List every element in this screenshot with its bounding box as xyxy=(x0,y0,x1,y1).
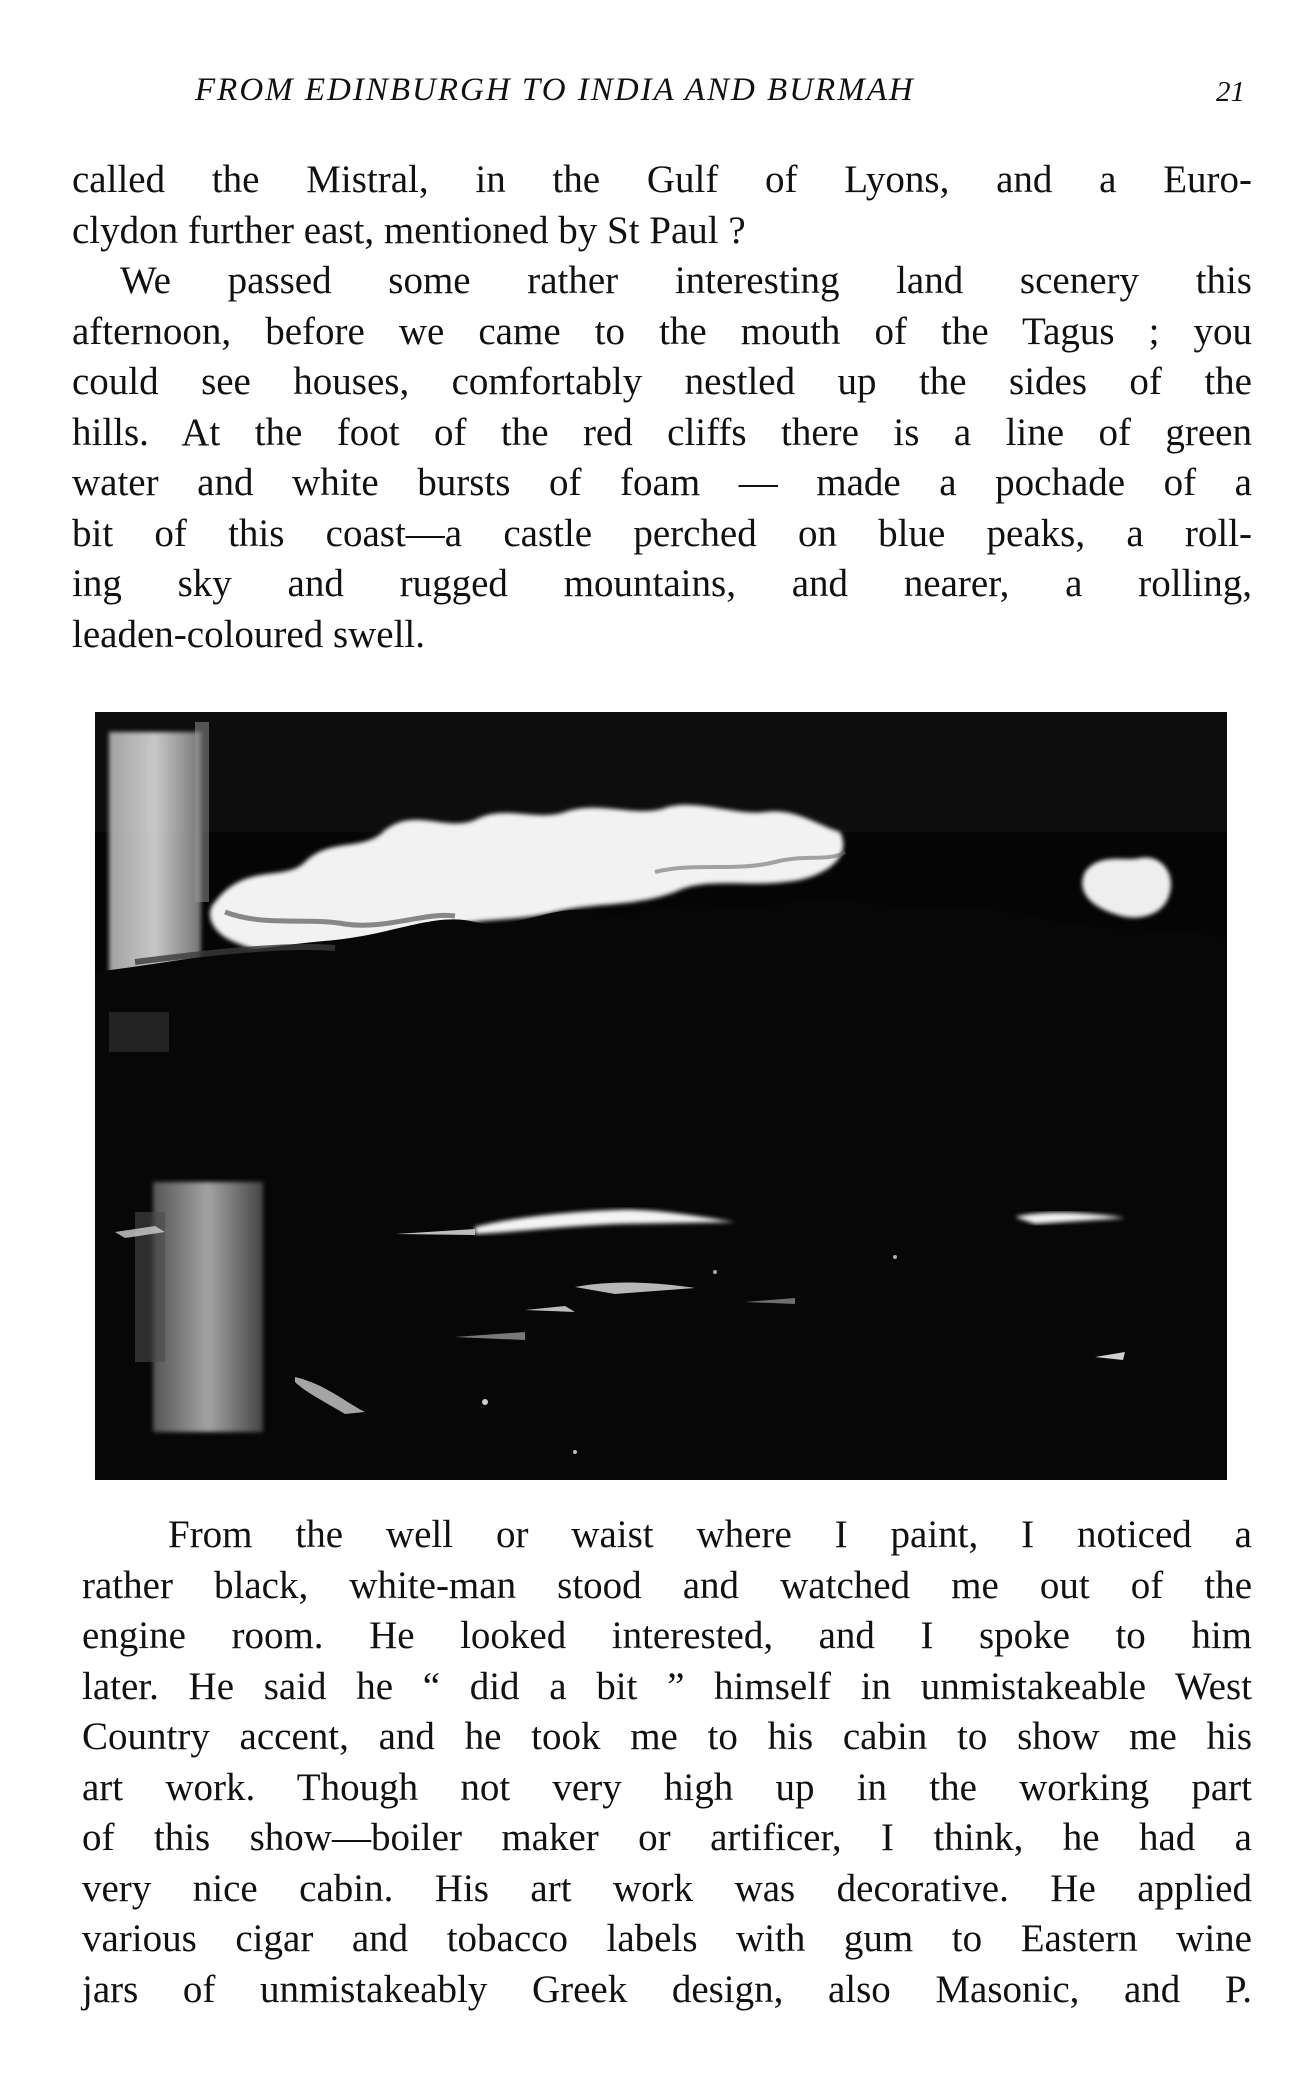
text-line: water and white bursts of foam — made a pochade of a xyxy=(72,461,1252,504)
text-line: Country accent, and he took me to his cabin to show me his xyxy=(82,1715,1252,1758)
text-line: afternoon, before we came to the mouth of the Tagus ; you xyxy=(72,309,1252,353)
text-line: jars of unmistakeably Greek design, also Masonic, and P. xyxy=(82,1967,1252,2011)
text-block-bottom xyxy=(82,1510,1252,2015)
text-line: very nice cabin. His art work was decorative. He applied xyxy=(82,1866,1252,1910)
text-line: various cigar and tobacco labels with gum to Eastern wine xyxy=(82,1917,1252,1960)
text-line: hills. At the foot of the red cliffs there is a line of green xyxy=(72,410,1252,454)
text-line: later. He said he “ did a bit ” himself in unmistakeable West xyxy=(82,1664,1252,1708)
text-line: could see houses, comfortably nestled up the sides of the xyxy=(72,360,1252,403)
text-line: We passed some rather interesting land scenery this xyxy=(120,259,1252,302)
painting-image xyxy=(95,712,1227,1480)
text-line: of this show—boiler maker or artificer, I think, he had a xyxy=(82,1816,1252,1859)
page-header xyxy=(195,72,1255,122)
text-line: called the Mistral, in the Gulf of Lyons, and a Euro- xyxy=(72,158,1252,201)
text-line: rather black, white-man stood and watched me out of the xyxy=(82,1563,1252,1607)
text-block-top xyxy=(72,155,1252,660)
text-line: clydon further east, mentioned by St Paul ? xyxy=(72,208,746,252)
text-line: engine room. He looked interested, and I spoke to him xyxy=(82,1614,1252,1657)
page-number: 21 xyxy=(1216,76,1245,108)
coastal-painting-illustration xyxy=(95,712,1227,1480)
text-line: art work. Though not very high up in the working part xyxy=(82,1765,1252,1809)
text-line: ing sky and rugged mountains, and nearer, a rolling, xyxy=(72,562,1252,605)
running-title: FROM EDINBURGH TO INDIA AND BURMAH xyxy=(195,72,915,108)
text-line: leaden-coloured swell. xyxy=(72,612,426,656)
text-line: From the well or waist where I paint, I noticed a xyxy=(168,1513,1252,1556)
text-line: bit of this coast—a castle perched on blue peaks, a roll- xyxy=(72,511,1252,555)
